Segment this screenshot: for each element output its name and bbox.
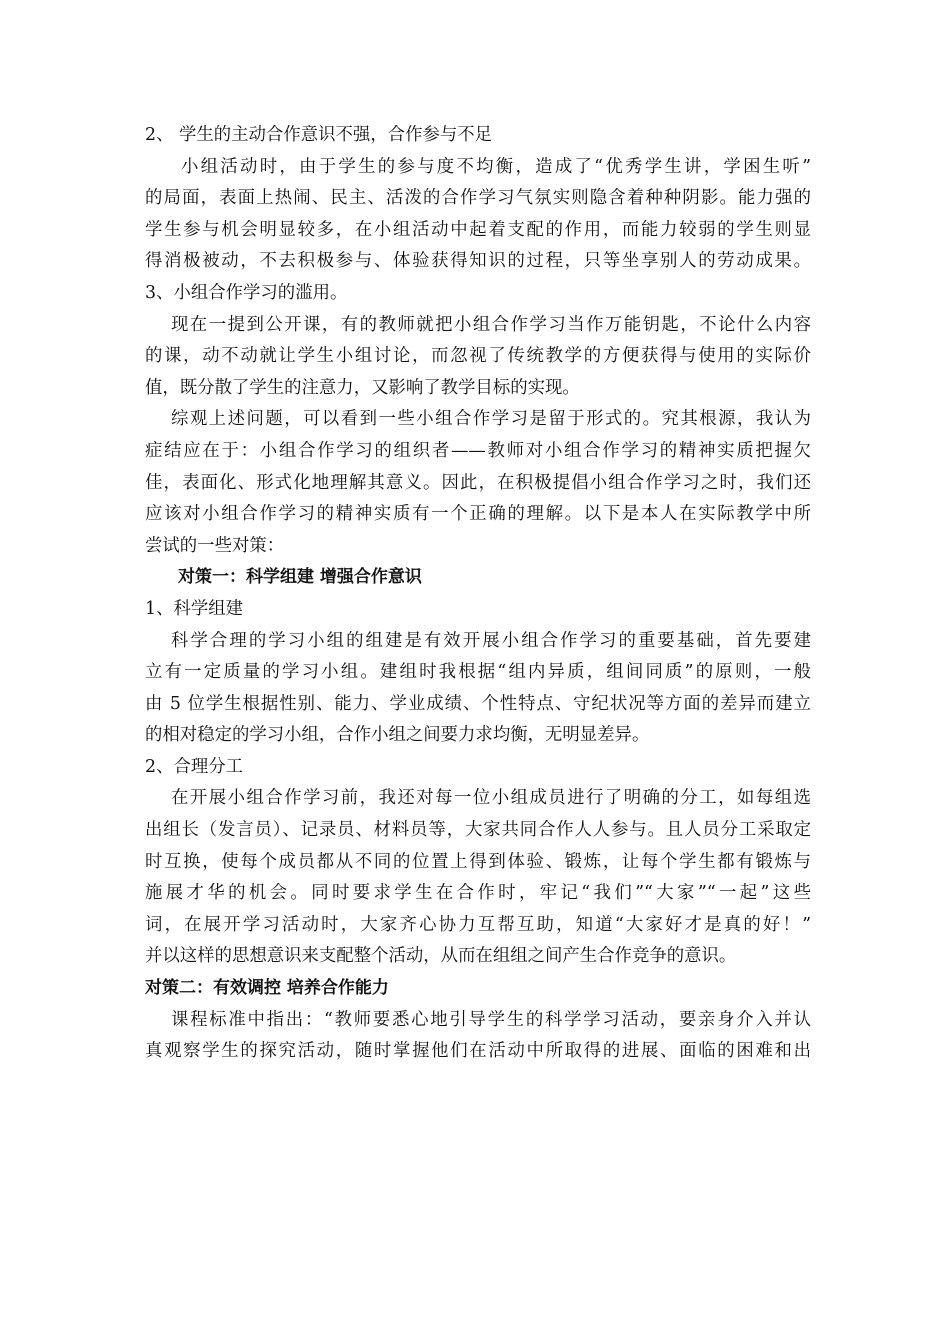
paragraph-line: 的相对稳定的学习小组，合作小组之间要力求均衡，无明显差异。: [145, 725, 650, 746]
paragraph: [145, 404, 811, 562]
paragraph-line: 佳，表面化、形式化地理解其意义。因此，在积极提倡小组合作学习之时，我们还: [145, 472, 811, 493]
paragraph-line: 尝试的一些对策：: [145, 535, 285, 556]
paragraph-line: 出组长（发言员）、记录员、材料员等，大家共同合作人人参与。且人员分工采取定: [145, 820, 811, 841]
paragraph-line: 并以这样的思想意识来支配整个活动，从而在组组之间产生合作竞争的意识。: [145, 946, 737, 967]
paragraph-line: 科学合理的学习小组的组建是有效开展小组合作学习的重要基础，首先要建: [171, 630, 811, 651]
paragraph-line: 小组活动时，由于学生的参与度不均衡，造成了“优秀学生讲，学困生听”: [181, 156, 811, 177]
paragraph-line: 的课，动不动就让学生小组讨论，而忽视了传统教学的方便获得与使用的实际价: [145, 346, 811, 367]
subsection-heading: 1、科学组建: [145, 598, 244, 619]
paragraph-line: 综观上述问题，可以看到一些小组合作学习是留于形式的。究其根源，我认为: [171, 409, 811, 430]
paragraph: [145, 783, 811, 973]
document-page: [145, 120, 811, 1068]
paragraph-line: 课程标准中指出：“教师要悉心地引导学生的科学学习活动，要亲身介入并认: [171, 1009, 811, 1030]
strategy-heading: 对策二：有效调控 培养合作能力: [145, 978, 389, 999]
paragraph-line: 词，在展开学习活动时，大家齐心协力互帮互助，知道“大家好才是真的好！”: [145, 914, 811, 935]
paragraph-line: 得消极被动，不去积极参与、体验获得知识的过程，只等坐享别人的劳动成果。: [145, 251, 811, 272]
paragraph: [145, 152, 811, 278]
paragraph: [145, 1005, 811, 1068]
paragraph-line: 时互换，使每个成员都从不同的位置上得到体验、锻炼，让每个学生都有锻炼与: [145, 851, 811, 872]
paragraph-line: 立有一定质量的学习小组。建组时我根据“组内异质，组间同质”的原则，一般: [145, 662, 811, 683]
subsection-heading: 2、合理分工: [145, 756, 244, 777]
paragraph-line: 值，既分散了学生的注意力，又影响了教学目标的实现。: [145, 377, 580, 398]
paragraph-line: 学生参与机会明显较多，在小组活动中起着支配的作用，而能力较弱的学生则显: [145, 219, 811, 240]
paragraph-line: 的局面，表面上热闹、民主、活泼的合作学习气氛实则隐含着种种阴影。能力强的: [145, 188, 811, 209]
strategy-heading: 对策一：科学组建 增强合作意识: [178, 567, 422, 588]
paragraph-line: 由 5 位学生根据性别、能力、学业成绩、个性特点、守纪状况等方面的差异而建立: [145, 693, 811, 714]
section-heading: 2、 学生的主动合作意识不强，合作参与不足: [145, 125, 493, 145]
paragraph: [145, 310, 811, 405]
paragraph-line: 应该对小组合作学习的精神实质有一个正确的理解。以下是本人在实际教学中所: [145, 504, 811, 525]
paragraph-line: 施展才华的机会。同时要求学生在合作时，牢记“我们”“大家”“一起”这些: [145, 883, 811, 904]
section-heading: 3、小组合作学习的滥用。: [145, 282, 348, 303]
paragraph-line: 现在一提到公开课，有的教师就把小组合作学习当作万能钥匙，不论什么内容: [171, 314, 811, 335]
paragraph-line: 症结应在于：小组合作学习的组织者——教师对小组合作学习的精神实质把握欠: [145, 440, 811, 461]
paragraph-line: 在开展小组合作学习前，我还对每一位小组成员进行了明确的分工，如每组选: [171, 788, 811, 809]
paragraph: [145, 626, 811, 752]
paragraph-line: 真观察学生的探究活动，随时掌握他们在活动中所取得的进展、面临的困难和出: [145, 1041, 811, 1062]
